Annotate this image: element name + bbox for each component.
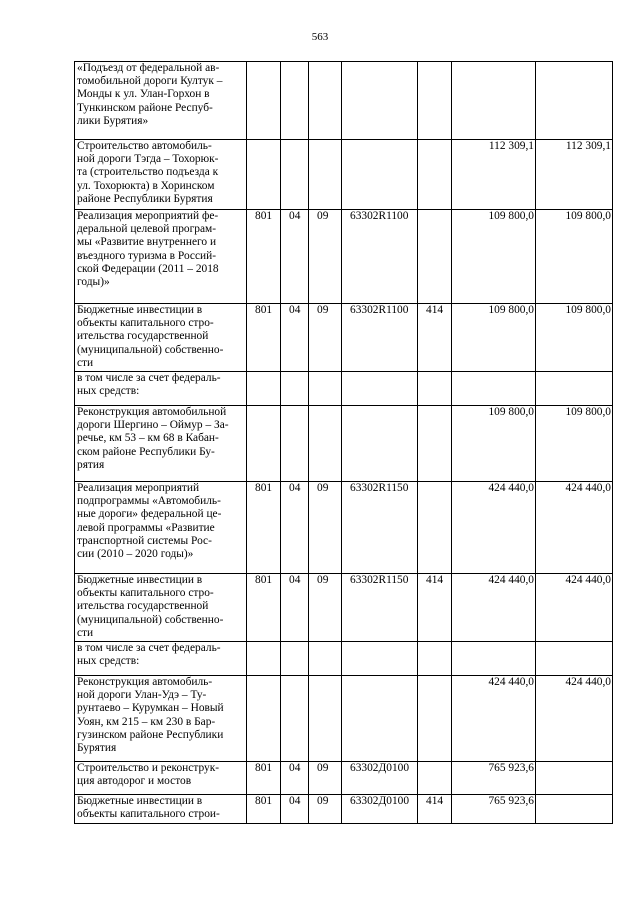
- csr-cell: 63302R1150: [342, 482, 418, 574]
- row-name-line: Бюджетные инвестиции в: [77, 304, 203, 316]
- rz-cell: 04: [281, 210, 309, 304]
- sum-total-cell: 424 440,0: [452, 482, 536, 574]
- rz-cell: 04: [281, 762, 309, 795]
- ved-cell: [247, 642, 281, 676]
- rz-cell: 04: [281, 304, 309, 372]
- sum-total-cell: 765 923,6: [452, 762, 536, 795]
- table-row: [75, 574, 613, 642]
- ved-cell: 801: [247, 762, 281, 795]
- row-name-line: Строительство и реконструк-: [77, 762, 220, 774]
- row-name-line: Бурятия: [77, 742, 117, 755]
- sum-federal-cell: 109 800,0: [536, 304, 613, 372]
- pr-cell: 09: [309, 795, 342, 824]
- vr-cell: [418, 406, 452, 482]
- vr-cell: 414: [418, 795, 452, 824]
- row-name-line: Строительство автомобиль-: [77, 140, 212, 152]
- sum-total-cell: 112 309,1: [452, 140, 536, 210]
- sum-federal-cell: 112 309,1: [536, 140, 613, 210]
- vr-cell: [418, 140, 452, 210]
- vr-cell: [418, 762, 452, 795]
- csr-cell: [342, 140, 418, 210]
- row-name-line: ные дороги» федеральной це-: [77, 508, 222, 521]
- page-number: 563: [311, 31, 329, 43]
- row-name-line: сти: [77, 356, 94, 369]
- row-name-line: дороги Шергино – Оймур – За-: [77, 419, 229, 432]
- ved-cell: 801: [247, 482, 281, 574]
- ved-cell: [247, 140, 281, 210]
- sum-total-cell: [452, 62, 536, 140]
- row-name-line: рунтаево – Курумкан – Новый: [77, 702, 224, 715]
- row-name-line: ском районе Республики Бу-: [77, 445, 215, 458]
- pr-cell: 09: [309, 304, 342, 372]
- row-name-line: въездного туризма в Россий-: [77, 249, 217, 262]
- csr-cell: [342, 372, 418, 406]
- row-name-cell: [75, 210, 247, 304]
- row-name-line: сти: [77, 626, 94, 639]
- vr-cell: [418, 62, 452, 140]
- table-row: [75, 372, 613, 406]
- vr-cell: [418, 482, 452, 574]
- csr-cell: 63302Д0100: [342, 762, 418, 795]
- row-name-cell: [75, 762, 247, 795]
- row-name-line: Реализация мероприятий фе-: [77, 210, 219, 222]
- ved-cell: [247, 676, 281, 762]
- csr-cell: [342, 406, 418, 482]
- row-name-line: томобильной дороги Култук –: [77, 75, 223, 88]
- row-name-line: (муниципальной) собственно-: [77, 343, 224, 356]
- sum-total-cell: 424 440,0: [452, 574, 536, 642]
- sum-federal-cell: [536, 372, 613, 406]
- vr-cell: [418, 372, 452, 406]
- sum-total-cell: [452, 372, 536, 406]
- rz-cell: [281, 62, 309, 140]
- row-name-cell: [75, 304, 247, 372]
- row-name-line: Уоян, км 215 – км 230 в Бар-: [77, 715, 216, 728]
- sum-total-cell: 109 800,0: [452, 304, 536, 372]
- ved-cell: 801: [247, 210, 281, 304]
- table-row: [75, 482, 613, 574]
- rz-cell: [281, 676, 309, 762]
- row-name-line: левой программы «Развитие: [77, 521, 215, 534]
- sum-total-cell: 424 440,0: [452, 676, 536, 762]
- row-name-line: Реализация мероприятий: [77, 482, 200, 494]
- table-row: [75, 406, 613, 482]
- row-name-cell: [75, 62, 247, 140]
- sum-total-cell: 765 923,6: [452, 795, 536, 824]
- pr-cell: [309, 62, 342, 140]
- vr-cell: [418, 642, 452, 676]
- row-name-line: речье, км 53 – км 68 в Кабан-: [77, 432, 219, 445]
- row-name-line: гузинском районе Республики: [77, 728, 224, 741]
- vr-cell: [418, 210, 452, 304]
- table-row: [75, 210, 613, 304]
- row-name-cell: [75, 406, 247, 482]
- sum-federal-cell: 424 440,0: [536, 574, 613, 642]
- row-name-line: рятия: [77, 458, 105, 471]
- row-name-line: в том числе за счет федераль-: [77, 372, 221, 384]
- table-row: [75, 642, 613, 676]
- row-name-line: (муниципальной) собственно-: [77, 613, 224, 626]
- table-row: [75, 676, 613, 762]
- row-name-line: объекты капитального стро-: [77, 317, 214, 330]
- csr-cell: 63302R1100: [342, 304, 418, 372]
- row-name-line: та (строительство подъезда к: [77, 166, 219, 179]
- sum-total-cell: 109 800,0: [452, 406, 536, 482]
- row-name-line: Реконструкция автомобиль-: [77, 676, 213, 688]
- row-name-line: ных средств:: [77, 655, 140, 668]
- csr-cell: 63302Д0100: [342, 795, 418, 824]
- row-name-cell: [75, 372, 247, 406]
- row-name-line: в том числе за счет федераль-: [77, 642, 221, 654]
- row-name-line: объекты капитального стро-: [77, 587, 214, 600]
- row-name-line: объекты капитального строи-: [77, 808, 220, 821]
- row-name-line: транспортной системы Рос-: [77, 534, 212, 547]
- sum-federal-cell: 109 800,0: [536, 210, 613, 304]
- csr-cell: [342, 676, 418, 762]
- row-name-line: подпрограммы «Автомобиль-: [77, 495, 221, 508]
- ved-cell: 801: [247, 574, 281, 642]
- row-name-line: Тункинском районе Респуб-: [77, 101, 213, 114]
- csr-cell: [342, 642, 418, 676]
- row-name-line: ской Федерации (2011 – 2018: [77, 262, 219, 275]
- row-name-cell: [75, 642, 247, 676]
- row-name-line: годы)»: [77, 276, 110, 289]
- sum-total-cell: [452, 642, 536, 676]
- csr-cell: 63302R1150: [342, 574, 418, 642]
- row-name-line: ительства государственной: [77, 330, 209, 343]
- sum-federal-cell: [536, 795, 613, 824]
- row-name-line: деральной целевой програм-: [77, 223, 217, 236]
- row-name-line: Бюджетные инвестиции в: [77, 795, 203, 807]
- row-name-line: «Подъезд от федеральной ав-: [77, 62, 220, 74]
- row-name-cell: [75, 795, 247, 824]
- row-name-line: ной дороги Тэгда – Тохорюк-: [77, 153, 219, 166]
- table-body: [75, 62, 613, 824]
- ved-cell: [247, 372, 281, 406]
- csr-cell: [342, 62, 418, 140]
- row-name-line: ных средств:: [77, 385, 140, 398]
- pr-cell: [309, 140, 342, 210]
- pr-cell: [309, 642, 342, 676]
- row-name-line: ул. Тохорюкта) в Хоринском: [77, 179, 215, 192]
- table-row: [75, 795, 613, 824]
- row-name-cell: [75, 140, 247, 210]
- row-name-line: сии (2010 – 2020 годы)»: [77, 548, 194, 561]
- sum-federal-cell: 424 440,0: [536, 482, 613, 574]
- pr-cell: 09: [309, 210, 342, 304]
- table-row: [75, 62, 613, 140]
- sum-federal-cell: 424 440,0: [536, 676, 613, 762]
- sum-federal-cell: 109 800,0: [536, 406, 613, 482]
- table-row: [75, 304, 613, 372]
- rz-cell: [281, 372, 309, 406]
- pr-cell: 09: [309, 574, 342, 642]
- row-name-line: ительства государственной: [77, 600, 209, 613]
- sum-federal-cell: [536, 642, 613, 676]
- row-name-line: Реконструкция автомобильной: [77, 406, 227, 418]
- pr-cell: [309, 676, 342, 762]
- row-name-cell: [75, 482, 247, 574]
- rz-cell: 04: [281, 574, 309, 642]
- row-name-line: Монды к ул. Улан-Горхон в: [77, 88, 210, 101]
- sum-federal-cell: [536, 762, 613, 795]
- row-name-line: ция автодорог и мостов: [77, 775, 192, 788]
- rz-cell: [281, 140, 309, 210]
- vr-cell: 414: [418, 304, 452, 372]
- ved-cell: 801: [247, 304, 281, 372]
- row-name-line: ной дороги Улан-Удэ – Ту-: [77, 689, 207, 702]
- rz-cell: 04: [281, 482, 309, 574]
- pr-cell: 09: [309, 762, 342, 795]
- row-name-line: районе Республики Бурятия: [77, 192, 213, 205]
- vr-cell: [418, 676, 452, 762]
- csr-cell: 63302R1100: [342, 210, 418, 304]
- budget-table: [74, 61, 613, 824]
- rz-cell: 04: [281, 795, 309, 824]
- ved-cell: 801: [247, 795, 281, 824]
- pr-cell: 09: [309, 482, 342, 574]
- pr-cell: [309, 372, 342, 406]
- sum-federal-cell: [536, 62, 613, 140]
- ved-cell: [247, 62, 281, 140]
- table-row: [75, 140, 613, 210]
- pr-cell: [309, 406, 342, 482]
- sum-total-cell: 109 800,0: [452, 210, 536, 304]
- row-name-cell: [75, 676, 247, 762]
- row-name-line: лики Бурятия»: [77, 114, 149, 127]
- table-row: [75, 762, 613, 795]
- row-name-line: Бюджетные инвестиции в: [77, 574, 203, 586]
- ved-cell: [247, 406, 281, 482]
- row-name-line: мы «Развитие внутреннего и: [77, 236, 217, 249]
- row-name-cell: [75, 574, 247, 642]
- rz-cell: [281, 642, 309, 676]
- rz-cell: [281, 406, 309, 482]
- vr-cell: 414: [418, 574, 452, 642]
